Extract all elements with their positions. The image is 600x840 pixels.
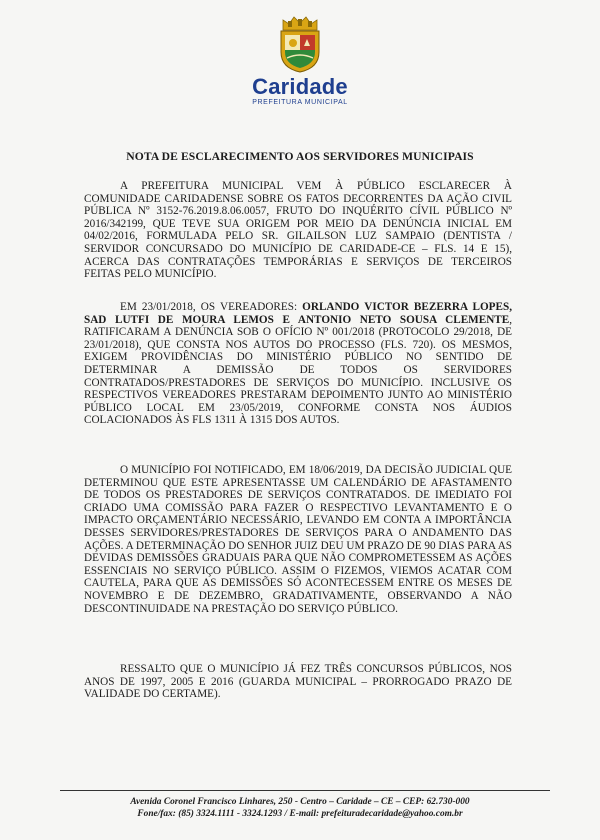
page-title: NOTA DE ESCLARECIMENTO AOS SERVIDORES MUNICIPAIS bbox=[126, 150, 474, 163]
paragraph-2 bbox=[84, 301, 512, 427]
paragraph-3: O MUNICÍPIO FOI NOTIFICADO, EM 18/06/2019, DA DECISÃO JUDICIAL QUE DETERMINOU QUE ESTE APRESENTASSE UM CALENDÁRIO DE AFASTAMENTO DE TODOS OS PRESTADORES DE SERVIÇOS CONTRATADOS. DE IMEDIATO FOI CRIADO UMA COMISSÃO PARA FAZER O RESPECTIVO LEVANTAMENTO E O IMPACTO ORÇAMENTÁRIO NECESSÁRIO, LEVANDO EM CONTA A IMPORTÂNCIA DESSES SERVIDORES/PRESTADORES DE SERVIÇOS PARA O ANDAMENTO DAS AÇÕES. A DETERMINAÇÃO DO SENHOR JUIZ DEU UM PRAZO DE 90 DIAS PARA AS DEVIDAS DEMISSÕES GRADUAIS PARA QUE NÃO COMPROMETESSEM AS AÇÕES ESSENCIAIS NO SERVIÇO PÚBLICO. ASSIM O FIZEMOS, VIEMOS ACATAR COM CAUTELA, PARA QUE AS DEMISSÕES SÓ ACONTECESSEM ENTRE OS MESES DE NOVEMBRO E DE DEZEMBRO, GRADATIVAMENTE, OBSERVANDO A NÃO DESCONTINUIDADE NA PRESTAÇÃO DO SERVIÇO PÚBLICO. bbox=[84, 464, 512, 615]
coat-of-arms-icon bbox=[273, 14, 327, 74]
paragraph-2-end: , RATIFICARAM A DENÚNCIA SOB O OFÍCIO Nº 001/2018 (PROTOCOLO 29/2018, DE 23/01/2018), QUE CONSTA NOS AUTOS DO PROCESSO (FLS. 720). OS MESMOS, EXIGEM PROVIDÊNCIAS DO MINISTÉRIO PÚBLICO NO SENTIDO DE DETERMINAR A DEMISSÃO DE TODOS OS SERVIDORES CONTRATADOS/PRESTADORES DE SERVIÇOS DO MUNICÍPIO. INCLUSIVE OS RESPECTIVOS VEREADORES PRESTARAM DEPOIMENTO JUNTO AO MINISTÉRIO PÚBLICO LOCAL EM 23/05/2019, CONFORME CONSTA NOS ÁUDIOS COLACIONADOS ÀS FLS 1311 À 1315 DOS AUTOS. bbox=[84, 313, 512, 427]
brand-name: Caridade bbox=[252, 74, 348, 99]
paragraph-2-start: EM 23/01/2018, OS VEREADORES: bbox=[120, 301, 303, 313]
paragraph-4: RESSALTO QUE O MUNICÍPIO JÁ FEZ TRÊS CONCURSOS PÚBLICOS, NOS ANOS DE 1997, 2005 E 2016 (GUARDA MUNICIPAL – PRORROGADO PRAZO DE VALIDADE DO CERTAME). bbox=[84, 663, 512, 701]
footer bbox=[0, 796, 600, 820]
councillor-names: ORLANDO VICTOR BEZERRA LOPES, SAD LUTFI DE MOURA LEMOS E ANTONIO NETO SOUSA CLEMENTE bbox=[84, 301, 512, 326]
paragraph-1: A PREFEITURA MUNICIPAL VEM À PÚBLICO ESCLARECER À COMUNIDADE CARIDADENSE SOBRE OS FATOS DECORRENTES DA AÇÃO CIVIL PÚBLICA Nº 3152-76.2019.8.06.0057, FRUTO DO INQUÉRITO CÍVIL PÚBLICO Nº 2016/342199, QUE TEVE SUA ORIGEM POR MEIO DA DENÚNCIA INICIAL EM 04/02/2016, FORMULADA PELO SR. GILAILSON LUZ SAMPAIO (DENTISTA / SERVIDOR CONCURSADO DO MUNICÍPIO DE CARIDADE-CE – FLS. 14 E 15), ACERCA DAS CONTRATAÇÕES TEMPORÁRIAS E SERVIÇOS DE TERCEIROS FEITAS PELO MUNICÍPIO. bbox=[84, 180, 512, 281]
brand-subtitle: PREFEITURA MUNICIPAL bbox=[252, 99, 348, 106]
footer-divider bbox=[60, 790, 550, 791]
footer-contact: Fone/fax: (85) 3324.1111 - 3324.1293 / E-mail: prefeituradecaridade@yahoo.com.br bbox=[137, 809, 463, 819]
municipal-logo bbox=[0, 14, 600, 107]
footer-address: Avenida Coronel Francisco Linhares, 250 - Centro – Caridade – CE – CEP: 62.730-000 bbox=[130, 797, 470, 807]
